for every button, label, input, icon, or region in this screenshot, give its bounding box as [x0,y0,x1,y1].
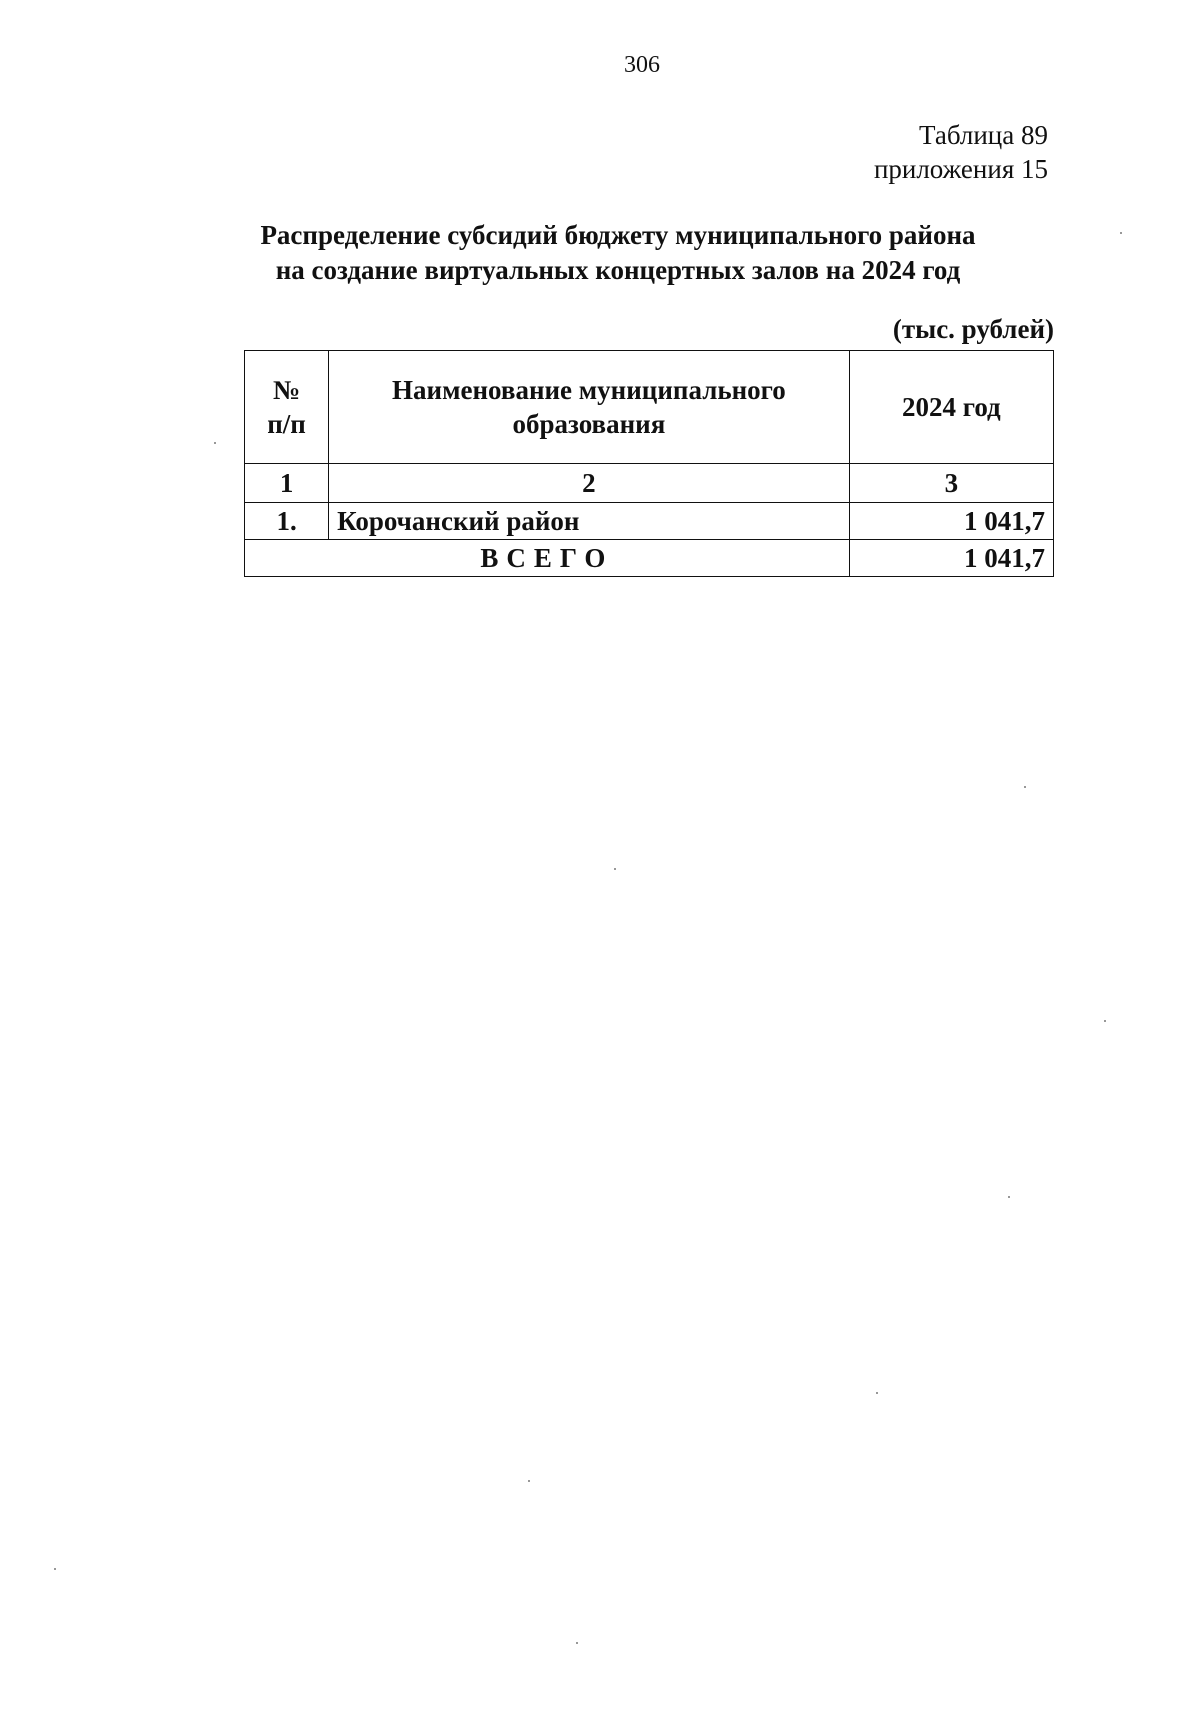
table-caption-appendix: приложения 15 [873,154,1048,184]
column-index-row [245,464,1054,503]
scan-speck [1024,786,1026,788]
table-caption [874,118,1048,186]
total-label: ВСЕГО [245,540,850,577]
column-index-3: 3 [849,464,1053,503]
document-title-line-1: Распределение субсидий бюджету муниципального района [260,220,976,250]
scan-speck [54,1568,56,1570]
scan-speck [876,1392,878,1394]
row-value: 1 041,7 [849,503,1053,540]
header-municipality-line-1: Наименование муниципального [392,375,786,405]
column-index-2: 2 [329,464,850,503]
table-row [245,503,1054,540]
total-value: 1 041,7 [849,540,1053,577]
scan-speck [1120,232,1122,234]
subsidy-table [244,350,1054,577]
scan-speck [614,868,616,870]
page-number: 306 [624,52,660,78]
scan-speck [576,1642,578,1644]
header-number [245,351,329,464]
header-number-symbol: № [272,375,301,405]
scan-speck [1008,1196,1010,1198]
header-municipality-line-2: образования [512,409,666,439]
table-caption-number: Таблица 89 [919,120,1048,150]
document-title-line-2: на создание виртуальных концертных залов на 2024 год [275,255,961,285]
document-title [238,218,998,288]
scan-speck [214,442,216,444]
scan-speck [1104,1020,1106,1022]
total-row [245,540,1054,577]
header-number-abbrev: п/п [267,409,306,439]
column-index-1: 1 [245,464,329,503]
units-label: (тыс. рублей) [892,314,1054,344]
row-number: 1. [245,503,329,540]
row-municipality: Корочанский район [329,503,850,540]
table-header-row [245,351,1054,464]
header-municipality [329,351,850,464]
header-year: 2024 год [849,351,1053,464]
scan-speck [528,1480,530,1482]
